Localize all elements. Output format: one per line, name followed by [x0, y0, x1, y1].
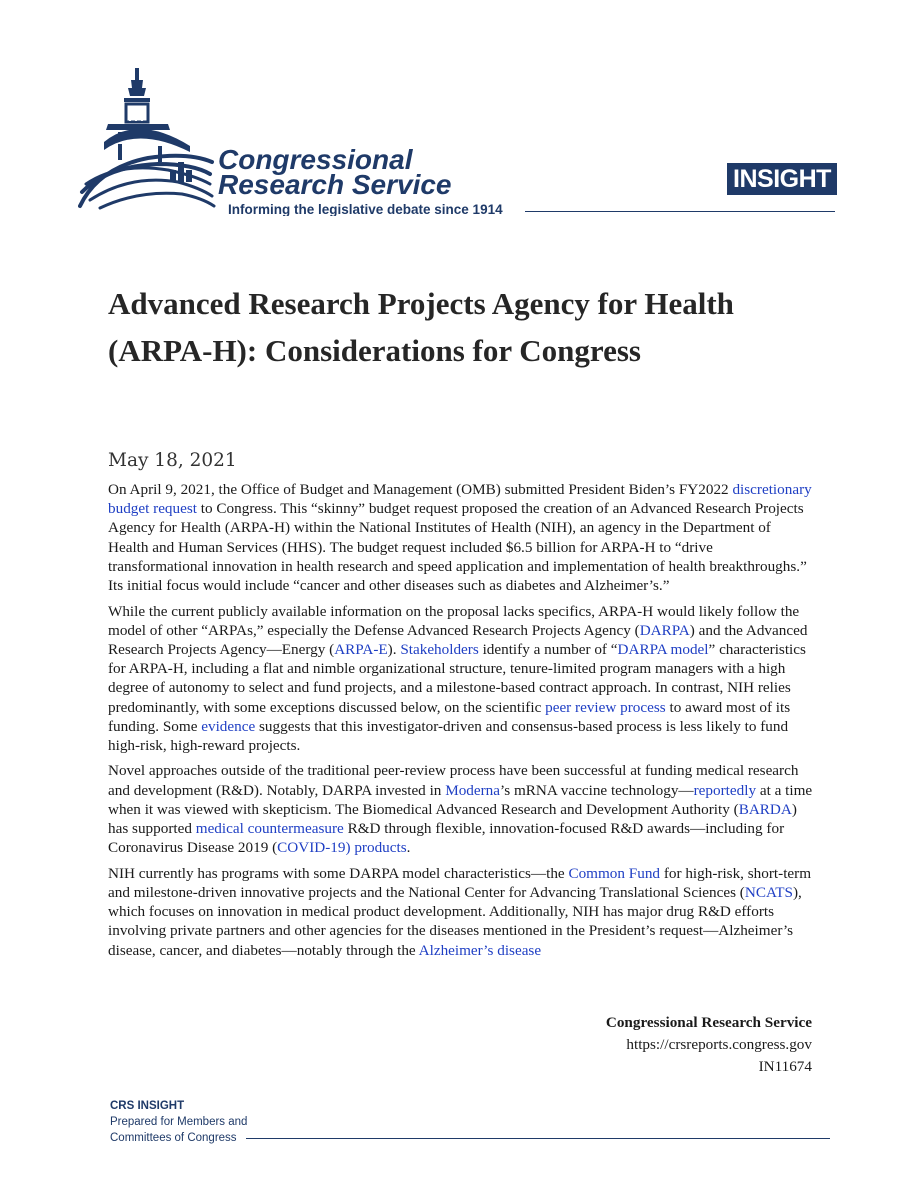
footer-org: Congressional Research Service [605, 1014, 812, 1031]
inline-link[interactable]: BARDA [738, 800, 792, 818]
footer-url[interactable]: https://crsreports.congress.gov [626, 1036, 812, 1053]
body-text: Novel approaches outside of the traditional peer-review process have been successful at funding medical research and development (R&D). Notably, DARPA invested in [108, 762, 799, 799]
document-body [108, 480, 814, 966]
body-text: to award most of its funding. Some [108, 698, 791, 735]
body-text: at a time when it was viewed with skepticism. The Biomedical Advanced Research and Development Authority ( [108, 781, 813, 818]
body-text: On April 9, 2021, the Office of Budget and Management (OMB) submitted President Biden’s FY2022 [108, 481, 733, 498]
inline-link[interactable]: evidence [201, 717, 256, 735]
header-divider [525, 211, 835, 212]
org-tagline: Informing the legislative debate since 1914 [228, 202, 503, 216]
body-text: R&D through flexible, innovation-focused R&D awards—including for Coronavirus Disease 2019 ( [108, 820, 785, 857]
document-title: Advanced Research Projects Agency for Health (ARPA-H): Considerations for Congress [108, 286, 734, 368]
inline-link[interactable]: Moderna [445, 781, 501, 799]
inline-link[interactable]: NCATS [744, 883, 793, 901]
body-text: to Congress. This “skinny” budget request proposed the creation of an Advanced Research Projects Agency for Health (ARPA-H) within the National Institutes of Health (NIH), an agency in the Department of Health and Human Services (HHS). The budget request included $6.5 billion for ARPA-H to “drive transformational innovation in health research and speed application and implementation of health breakthroughs.” Its initial focus would include “cancer and other diseases such as diabetes and Alzheimer’s.” [108, 500, 807, 595]
crs-logo [78, 66, 518, 216]
footer-prepared-line2: Committees of Congress [110, 1132, 237, 1144]
body-text: While the current publicly available information on the proposal lacks specifics, ARPA-H would likely follow the model of other “ARPAs,” especially the Defense Advanced Research Projects Agency ( [108, 602, 800, 639]
report-id: IN11674 [758, 1058, 812, 1075]
footer-insight-label: CRS INSIGHT [110, 1100, 185, 1112]
inline-link[interactable]: Alzheimer’s disease [418, 941, 542, 959]
body-text: ” characteristics for ARPA-H, including a flat and nimble organizational structure, tenure-limited program managers with a high degree of autonomy to select and fund projects, and a milestone-based contract approach. In contrast, NIH relies predominantly, with some exceptions discussed below, on the scientific [108, 640, 806, 716]
body-text: ’s mRNA vaccine technology— [500, 781, 694, 799]
body-text: ) and the Advanced Research Projects Agency—Energy ( [108, 621, 808, 658]
insight-badge: INSIGHT [727, 163, 837, 195]
inline-link[interactable]: COVID-19) products [277, 839, 407, 857]
body-paragraph [108, 864, 814, 960]
body-text: NIH currently has programs with some DARPA model characteristics—the [108, 864, 569, 882]
inline-link[interactable]: medical countermeasure [195, 820, 344, 838]
body-paragraph [108, 480, 814, 595]
org-name-line1: Congressional [218, 144, 413, 175]
footer-divider [246, 1138, 830, 1139]
inline-link[interactable]: Common Fund [568, 864, 661, 882]
body-text: ), which focuses on innovation in medical product development. Additionally, NIH has major drug R&D efforts involving private partners and other agencies for the diseases mentioned in the President’s request—Alzheimer’s disease, cancer, and diabetes—notably through the [108, 883, 802, 959]
body-text: . [406, 839, 411, 857]
inline-link[interactable]: ARPA-E [334, 640, 388, 658]
inline-link[interactable]: reportedly [693, 781, 757, 799]
document-date: May 18, 2021 [108, 450, 237, 471]
inline-link[interactable]: discretionary budget request [108, 481, 812, 518]
body-text: ). [387, 640, 401, 658]
inline-link[interactable]: Stakeholders [400, 640, 479, 658]
body-text: ) has supported [108, 800, 797, 838]
org-name-line2: Research Service [218, 169, 452, 200]
body-paragraph [108, 761, 814, 857]
body-paragraph [108, 602, 814, 756]
inline-link[interactable]: DARPA [639, 621, 690, 639]
body-text: suggests that this investigator-driven and consensus-based process is less likely to fund high-risk, high-reward projects. [108, 717, 789, 754]
crs-footer [606, 1012, 812, 1078]
body-text: for high-risk, short-term and milestone-driven innovative projects and the National Center for Advancing Translational Sciences ( [108, 864, 812, 901]
body-text: identify a number of “ [478, 640, 618, 658]
inline-link[interactable]: DARPA model [617, 640, 709, 658]
footer-prepared-line1: Prepared for Members and [110, 1116, 248, 1128]
inline-link[interactable]: peer review process [545, 698, 666, 716]
insight-footer [110, 1098, 247, 1146]
